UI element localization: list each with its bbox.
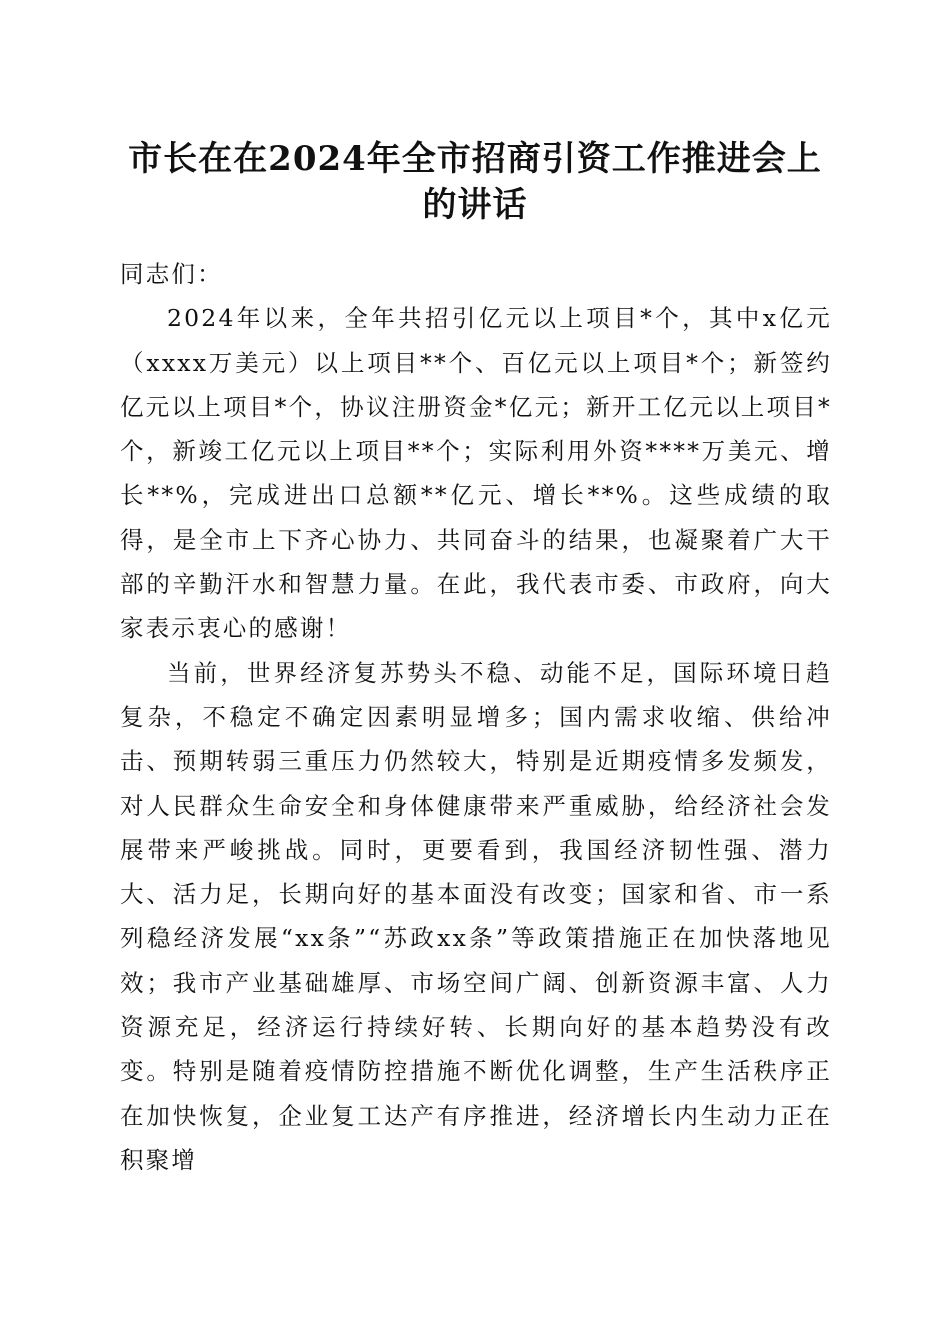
- salutation: 同志们：: [120, 260, 223, 288]
- paragraph-achievements: 2024年以来，全年共招引亿元以上项目*个，其中x亿元（xxxx万美元）以上项目**个、百亿元以上项目*个；新签约亿元以上项目*个，协议注册资金*亿元；新开工亿元以上项目*个，新竣工亿元以上项目**个；实际利用外资****万美元、增长**%，完成进出口总额**亿元、增长**%。这些成绩的取得，是全市上下齐心协力、共同奋斗的结果，也凝聚着广大干部的辛勤汗水和智慧力量。在此，我代表市委、市政府，向大家表示衷心的感谢！: [120, 304, 832, 643]
- document-title: [110, 136, 840, 228]
- title-line-1: 市长在在2024年全市招商引资工作推进会上: [128, 139, 822, 179]
- document-body: [120, 252, 832, 1182]
- title-line-2: 的讲话: [422, 185, 528, 225]
- paragraph-situation: 当前，世界经济复苏势头不稳、动能不足，国际环境日趋复杂，不稳定不确定因素明显增多；国内需求收缩、供给冲击、预期转弱三重压力仍然较大，特别是近期疫情多发频发，对人民群众生命安全和身体健康带来严重威胁，给经济社会发展带来严峻挑战。同时，更要看到，我国经济韧性强、潜力大、活力足，长期向好的基本面没有改变；国家和省、市一系列稳经济发展“xx条”“苏政xx条”等政策措施正在加快落地见效；我市产业基础雄厚、市场空间广阔、创新资源丰富、人力资源充足，经济运行持续好转、长期向好的基本趋势没有改变。特别是随着疫情防控措施不断优化调整，生产生活秩序正在加快恢复，企业复工达产有序推进，经济增长内生动力正在积聚增: [120, 658, 832, 1174]
